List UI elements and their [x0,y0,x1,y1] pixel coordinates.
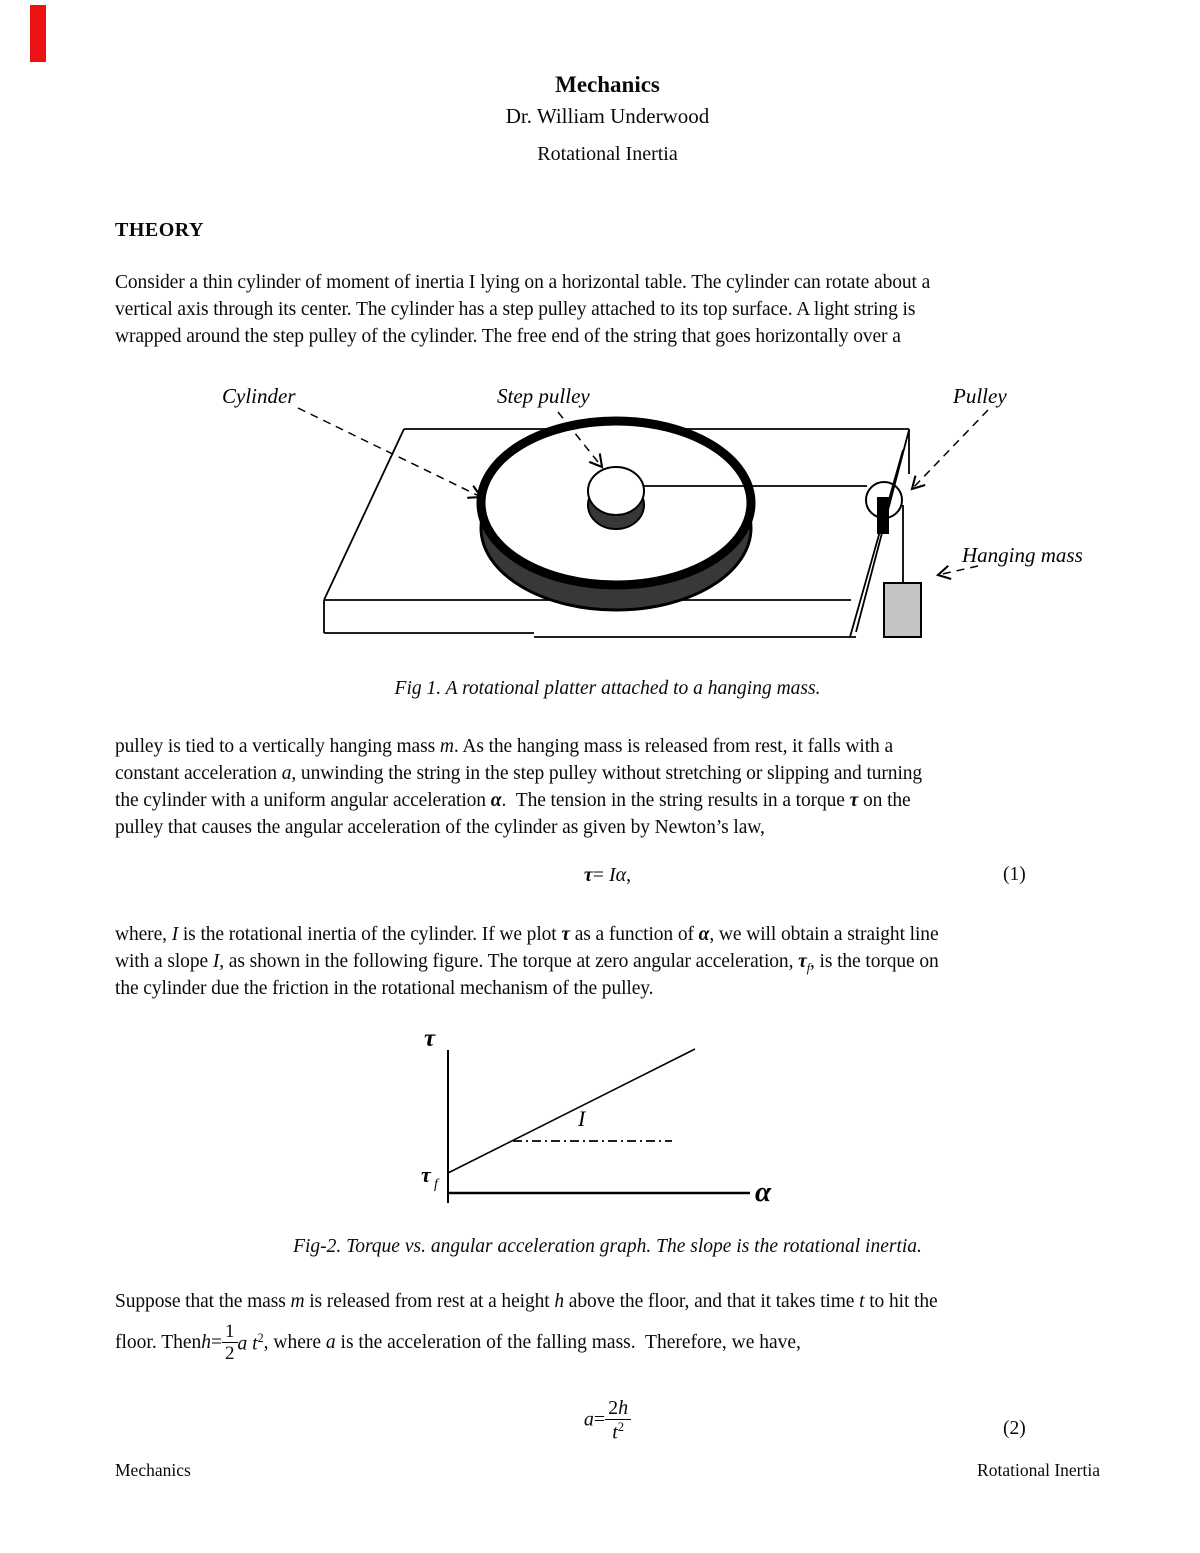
cylinder-label: Cylinder [222,384,296,408]
paragraph2-line1: pulley is tied to a vertically hanging mass m. As the hanging mass is released from rest, it falls with a [115,736,894,757]
theory-heading: THEORY [115,219,204,241]
hanging-mass-label: Hanging mass [962,543,1083,567]
paragraph3-line1: where, I is the rotational inertia of the cylinder. If we plot τ as a function of α, we will obtain a straight line [115,924,939,945]
red-flag-marker [30,5,46,62]
paragraph3-line3: the cylinder due the friction in the rotational mechanism of the pulley. [115,978,654,999]
figure2-caption: Fig-2. Torque vs. angular acceleration graph. The slope is the rotational inertia. [293,1236,922,1257]
fraction-denominator: 2 [225,1343,235,1364]
paragraph2-line4: pulley that causes the angular acceleration of the cylinder as given by Newton’s law, [115,817,765,838]
paragraph1-line1: Consider a thin cylinder of moment of inertia I lying on a horizontal table. The cylinder can rotate about a [115,272,931,293]
eq2-denominator: $t^2$ [612,1420,625,1444]
paragraph2-line3: the cylinder with a uniform angular acceleration α. The tension in the string results in a torque τ on the [115,790,911,811]
paragraph1-line3: wrapped around the step pulley of the cylinder. The free end of the string that goes horizontally over a [115,326,901,347]
graph-fit-line [448,1049,695,1173]
paragraph1-line2: vertical axis through its center. The cylinder has a step pulley attached to its top surface. A light string is [115,299,916,320]
footer-right: Rotational Inertia [977,1460,1100,1480]
cylinder-leader [298,408,481,497]
para4-eq-lhs: h= [201,1332,223,1353]
figure1-apparatus [200,378,1140,668]
equation1-formula: τ= Iα, [583,864,632,886]
y-axis-label: τ [424,1025,436,1052]
page-title: Mechanics [555,72,660,97]
step-pulley-top [588,467,644,515]
eq2-lhs: a= [583,1408,606,1431]
para4-eq-tail: a $t^2$ [237,1330,264,1355]
pulley-bar [877,497,889,534]
paragraph3-line2: with a slope I, as shown in the following figure. The torque at zero angular acceleration, $\tau_f$, is the torque on [115,951,939,975]
pulley-leader [912,410,988,489]
subtitle-line: Rotational Inertia [537,143,678,165]
para4-rest-text: , where a is the acceleration of the falling mass. Therefore, we have, [263,1332,801,1353]
footer-left: Mechanics [115,1460,191,1480]
intercept-label: τ [421,1162,431,1187]
equation1-number: (1) [1003,864,1026,885]
hanging-mass-leader [938,566,978,575]
eq2-numerator: 2h [605,1398,631,1420]
graph-axes [448,1050,750,1203]
para4-pre-text: floor. Then [115,1332,202,1353]
pulley-label: Pulley [953,384,1007,408]
equation2-formula [115,1398,1100,1444]
step-pulley-label: Step pulley [497,384,590,408]
equation2-number: (2) [1003,1418,1026,1439]
paragraph4-line1: Suppose that the mass m is released from rest at a height h above the floor, and that it takes time t to hit the [115,1291,938,1312]
author-line: Dr. William Underwood [505,104,710,128]
paragraph4-line2 [115,1316,801,1370]
hanging-mass-block [884,583,921,637]
fraction-numerator: 1 [222,1322,238,1343]
inline-fraction-one-half [222,1322,238,1364]
paragraph2-line2: constant acceleration a, unwinding the string in the step pulley without stretching or slipping and turning [115,763,923,784]
intercept-label-sub: f [434,1177,438,1192]
x-axis-label: α [755,1176,772,1208]
figure2-graph [410,1020,790,1216]
figure1-caption: Fig 1. A rotational platter attached to a hanging mass. [394,678,821,699]
eq2-fraction [605,1398,631,1444]
slope-label: I [578,1106,586,1131]
